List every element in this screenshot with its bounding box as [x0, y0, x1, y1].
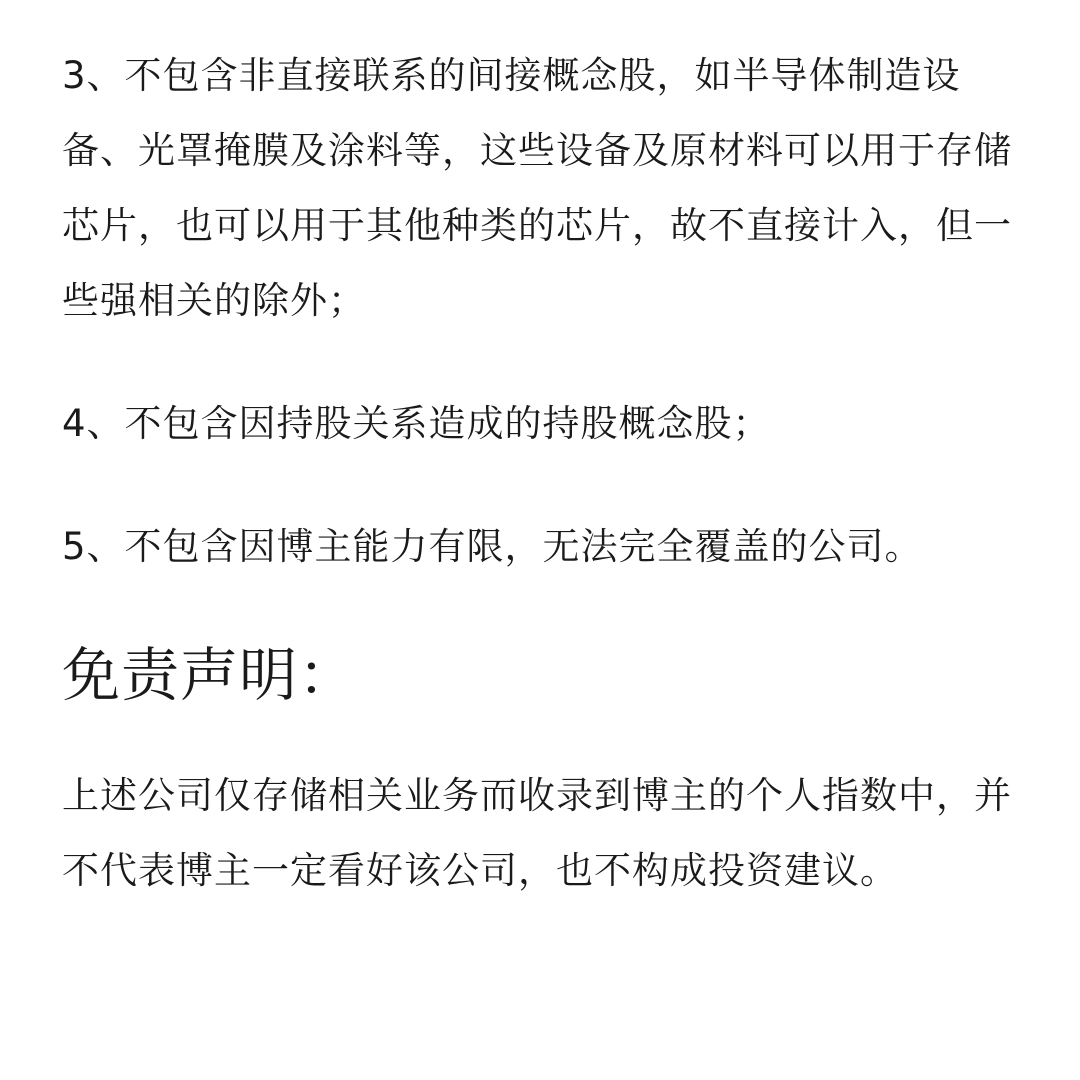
- list-item-3: 3、不包含非直接联系的间接概念股，如半导体制造设备、光罩掩膜及涂料等，这些设备及原材料可以用于存储芯片，也可以用于其他种类的芯片，故不直接计入，但一些强相关的除外；: [62, 54, 1012, 322]
- article-body: [62, 38, 1022, 908]
- disclaimer-text: 上述公司仅存储相关业务而收录到博主的个人指数中，并不代表博主一定看好该公司，也不构成投资建议。: [62, 774, 1012, 892]
- list-item-4: 4、不包含因持股关系造成的持股概念股；: [62, 402, 771, 445]
- disclaimer-heading: 免责声明：: [62, 641, 358, 709]
- list-item-5: 5、不包含因博主能力有限，无法完全覆盖的公司。: [62, 525, 923, 568]
